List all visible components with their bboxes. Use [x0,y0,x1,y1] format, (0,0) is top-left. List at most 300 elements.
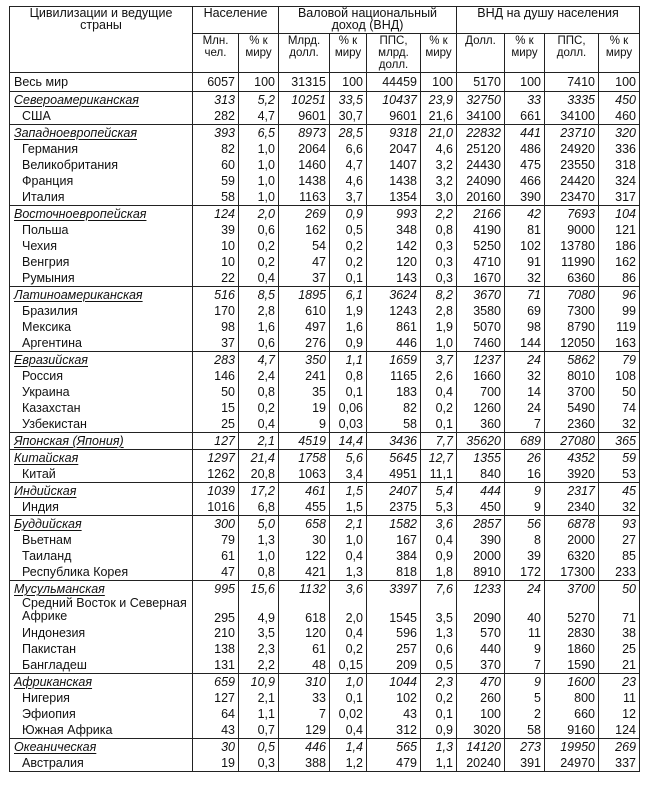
subheader-pct-world: % к миру [421,34,457,73]
table-cell: 1438 [367,173,421,189]
table-cell: 1,6 [239,319,279,335]
table-cell: 34100 [545,108,599,125]
table-cell: 0,2 [330,254,367,270]
table-cell: 2857 [457,516,505,533]
table-cell: 96 [599,287,640,304]
table-cell: 3,7 [330,189,367,206]
table-cell: 800 [545,690,599,706]
row-label: Буддийская [10,516,193,533]
table-cell: 120 [279,625,330,641]
table-cell: 35620 [457,433,505,450]
table-cell: 144 [505,335,545,352]
row-label: Латиноамериканская [10,287,193,304]
table-cell: 120 [367,254,421,270]
country-row [10,335,640,352]
table-cell: 1660 [457,368,505,384]
table-cell: 98 [505,319,545,335]
table-cell: 28,5 [330,125,367,142]
table-cell: 2,4 [239,368,279,384]
table-cell: 0,9 [421,722,457,739]
table-cell: 233 [599,564,640,581]
country-row [10,416,640,433]
table-cell: 450 [599,92,640,109]
table-body [10,73,640,772]
table-cell: 24 [505,352,545,369]
civilization-row [10,483,640,500]
table-cell: 5,0 [239,516,279,533]
table-cell: 1063 [279,466,330,483]
row-label: Италия [10,189,193,206]
table-cell: 660 [545,706,599,722]
table-cell: 50 [599,384,640,400]
row-label: Вьетнам [10,532,193,548]
row-label: Индонезия [10,625,193,641]
table-cell: 995 [193,581,239,598]
subheader-usd: Долл. [457,34,505,73]
table-cell: 74 [599,400,640,416]
table-cell: 1,3 [330,564,367,581]
subheader-mln-people: Млн. чел. [193,34,239,73]
table-cell: 47 [279,254,330,270]
table-cell: 23710 [545,125,599,142]
table-cell: 3580 [457,303,505,319]
table-cell: 2090 [457,597,505,625]
table-cell: 163 [599,335,640,352]
table-cell: 6057 [193,73,239,92]
table-cell: 21,0 [421,125,457,142]
table-cell: 1,1 [421,755,457,772]
table-cell: 60 [193,157,239,173]
table-cell: 102 [367,690,421,706]
table-cell: 1163 [279,189,330,206]
table-cell: 8973 [279,125,330,142]
world-row [10,73,640,92]
table-cell: 27 [599,532,640,548]
row-label: Польша [10,222,193,238]
table-cell: 2407 [367,483,421,500]
row-label: США [10,108,193,125]
table-cell: 6360 [545,270,599,287]
table-cell: 100 [330,73,367,92]
civilization-row [10,92,640,109]
table-cell: 0,06 [330,400,367,416]
table-cell: 618 [279,597,330,625]
row-label: Североамериканская [10,92,193,109]
country-row [10,625,640,641]
table-cell: 26 [505,450,545,467]
table-cell: 1044 [367,674,421,691]
header-gni-per-capita: ВНД на душу населения [457,7,640,34]
table-cell: 21 [599,657,640,674]
table-cell: 324 [599,173,640,189]
table-cell: 25 [599,641,640,657]
table-cell: 2340 [545,499,599,516]
table-cell: 19 [193,755,239,772]
table-cell: 2,1 [330,516,367,533]
table-cell: 1,0 [239,141,279,157]
table-cell: 0,9 [330,206,367,223]
table-cell: 283 [193,352,239,369]
table-cell: 444 [457,483,505,500]
table-cell: 24420 [545,173,599,189]
table-cell: 17,2 [239,483,279,500]
table-cell: 565 [367,739,421,756]
table-cell: 1,8 [421,564,457,581]
table-cell: 1233 [457,581,505,598]
table-cell: 9 [505,499,545,516]
table-cell: 3,7 [421,352,457,369]
table-cell: 5,3 [421,499,457,516]
table-cell: 659 [193,674,239,691]
table-cell: 8790 [545,319,599,335]
table-cell: 273 [505,739,545,756]
row-label: Китайская [10,450,193,467]
table-cell: 0,5 [239,739,279,756]
table-cell: 16 [505,466,545,483]
table-header [10,7,640,73]
table-cell: 3,4 [330,466,367,483]
table-cell: 61 [279,641,330,657]
table-cell: 0,2 [330,641,367,657]
table-cell: 0,8 [330,368,367,384]
table-cell: 516 [193,287,239,304]
table-cell: 23 [599,674,640,691]
table-cell: 0,3 [421,270,457,287]
table-cell: 64 [193,706,239,722]
table-cell: 2000 [545,532,599,548]
table-cell: 1,3 [421,625,457,641]
table-cell: 390 [457,532,505,548]
table-cell: 2047 [367,141,421,157]
table-cell: 0,1 [421,706,457,722]
row-label: Мексика [10,319,193,335]
table-cell: 1,3 [239,532,279,548]
table-cell: 2,1 [239,433,279,450]
subheader-ppp-bln-usd: ППС, млрд. долл. [367,34,421,73]
table-cell: 24970 [545,755,599,772]
table-cell: 71 [599,597,640,625]
table-cell: 0,4 [421,384,457,400]
table-cell: 12,7 [421,450,457,467]
table-cell: 0,2 [421,690,457,706]
table-cell: 5270 [545,597,599,625]
table-cell: 661 [505,108,545,125]
table-cell: 33 [279,690,330,706]
table-cell: 40 [505,597,545,625]
table-cell: 37 [193,335,239,352]
table-cell: 1354 [367,189,421,206]
table-cell: 59 [599,450,640,467]
table-cell: 2166 [457,206,505,223]
table-cell: 32750 [457,92,505,109]
table-cell: 2,2 [421,206,457,223]
table-cell: 32 [599,416,640,433]
table-cell: 1,0 [239,548,279,564]
table-cell: 241 [279,368,330,384]
table-cell: 0,4 [239,270,279,287]
table-cell: 9 [505,483,545,500]
table-cell: 388 [279,755,330,772]
table-cell: 1460 [279,157,330,173]
country-row [10,189,640,206]
table-cell: 3020 [457,722,505,739]
table-cell: 391 [505,755,545,772]
country-row [10,722,640,739]
table-cell: 39 [193,222,239,238]
table-cell: 1758 [279,450,330,467]
table-cell: 0,2 [239,238,279,254]
table-cell: 53 [599,466,640,483]
row-label: Бразилия [10,303,193,319]
table-cell: 818 [367,564,421,581]
table-cell: 4190 [457,222,505,238]
table-cell: 336 [599,141,640,157]
table-cell: 1600 [545,674,599,691]
table-cell: 119 [599,319,640,335]
table-cell: 7 [505,657,545,674]
table-cell: 31315 [279,73,330,92]
table-cell: 0,8 [421,222,457,238]
table-cell: 209 [367,657,421,674]
row-label: Весь мир [10,73,193,92]
table-cell: 1,1 [330,352,367,369]
table-cell: 1,0 [330,532,367,548]
table-cell: 1,2 [330,755,367,772]
table-cell: 1132 [279,581,330,598]
table-cell: 7410 [545,73,599,92]
table-cell: 2 [505,706,545,722]
civilization-row [10,516,640,533]
table-cell: 8010 [545,368,599,384]
header-gni: Валовой национальный доход (ВНД) [279,7,457,34]
table-cell: 10 [193,254,239,270]
table-cell: 42 [505,206,545,223]
table-cell: 23550 [545,157,599,173]
table-cell: 1545 [367,597,421,625]
table-cell: 2,0 [330,597,367,625]
row-label: Пакистан [10,641,193,657]
table-cell: 3670 [457,287,505,304]
table-cell: 43 [193,722,239,739]
table-cell: 486 [505,141,545,157]
table-cell: 14,4 [330,433,367,450]
table-cell: 22832 [457,125,505,142]
table-cell: 50 [599,581,640,598]
table-cell: 1016 [193,499,239,516]
table-cell: 172 [505,564,545,581]
table-cell: 4,7 [239,352,279,369]
subheader-pct-world: % к миру [330,34,367,73]
table-cell: 0,2 [421,400,457,416]
country-row [10,657,640,674]
table-cell: 470 [457,674,505,691]
table-cell: 440 [457,641,505,657]
country-row [10,499,640,516]
row-label: Узбекистан [10,416,193,433]
table-cell: 3335 [545,92,599,109]
table-cell: 337 [599,755,640,772]
table-cell: 1,0 [239,189,279,206]
table-cell: 138 [193,641,239,657]
table-cell: 1,6 [330,319,367,335]
row-label: Украина [10,384,193,400]
table-cell: 61 [193,548,239,564]
civilizations-table [9,6,640,772]
table-cell: 5,4 [421,483,457,500]
table-cell: 162 [599,254,640,270]
table-cell: 9601 [367,108,421,125]
table-cell: 11,1 [421,466,457,483]
row-label: Республика Корея [10,564,193,581]
table-cell: 30,7 [330,108,367,125]
table-cell: 441 [505,125,545,142]
table-cell: 6320 [545,548,599,564]
subheader-bln-usd: Млрд. долл. [279,34,330,73]
table-cell: 7300 [545,303,599,319]
table-cell: 121 [599,222,640,238]
table-cell: 22 [193,270,239,287]
table-cell: 1,9 [330,303,367,319]
row-label: Нигерия [10,690,193,706]
table-cell: 2,0 [239,206,279,223]
table-cell: 276 [279,335,330,352]
table-cell: 124 [193,206,239,223]
row-label: Средний Восток и Северная Африке [10,597,193,625]
table-cell: 9160 [545,722,599,739]
table-cell: 0,4 [421,532,457,548]
row-label: Японская (Япония) [10,433,193,450]
row-label: Евразийская [10,352,193,369]
table-cell: 17300 [545,564,599,581]
table-cell: 1407 [367,157,421,173]
table-cell: 124 [599,722,640,739]
table-cell: 6,5 [239,125,279,142]
table-cell: 23470 [545,189,599,206]
table-cell: 129 [279,722,330,739]
table-cell: 1039 [193,483,239,500]
table-cell: 700 [457,384,505,400]
table-cell: 0,6 [421,641,457,657]
table-cell: 0,02 [330,706,367,722]
country-row [10,755,640,772]
table-cell: 6,1 [330,287,367,304]
table-cell: 13780 [545,238,599,254]
table-cell: 27080 [545,433,599,450]
table-cell: 4951 [367,466,421,483]
table-cell: 310 [279,674,330,691]
country-row [10,108,640,125]
table-cell: 2,1 [239,690,279,706]
table-cell: 20240 [457,755,505,772]
table-cell: 313 [193,92,239,109]
civilization-row [10,450,640,467]
table-cell: 104 [599,206,640,223]
table-cell: 475 [505,157,545,173]
table-cell: 596 [367,625,421,641]
table-cell: 35 [279,384,330,400]
table-cell: 1165 [367,368,421,384]
country-row [10,270,640,287]
table-cell: 10251 [279,92,330,109]
table-cell: 1,5 [330,499,367,516]
country-row [10,384,640,400]
table-cell: 81 [505,222,545,238]
table-cell: 20160 [457,189,505,206]
table-cell: 7 [279,706,330,722]
table-cell: 7460 [457,335,505,352]
table-cell: 365 [599,433,640,450]
row-label: Океаническая [10,739,193,756]
table-cell: 6,6 [330,141,367,157]
table-cell: 0,4 [330,722,367,739]
table-cell: 10,9 [239,674,279,691]
table-cell: 25120 [457,141,505,157]
row-label: Таиланд [10,548,193,564]
table-cell: 0,5 [421,657,457,674]
table-cell: 3,5 [421,597,457,625]
table-cell: 460 [599,108,640,125]
table-cell: 122 [279,548,330,564]
table-cell: 8910 [457,564,505,581]
table-cell: 0,8 [239,564,279,581]
country-row [10,597,640,625]
table-cell: 58 [367,416,421,433]
row-label: Китай [10,466,193,483]
table-cell: 0,4 [330,625,367,641]
table-cell: 7693 [545,206,599,223]
table-cell: 0,1 [330,270,367,287]
table-cell: 6,8 [239,499,279,516]
table-cell: 127 [193,433,239,450]
table-cell: 100 [239,73,279,92]
table-cell: 3,2 [421,173,457,189]
table-cell: 82 [193,141,239,157]
table-cell: 317 [599,189,640,206]
table-cell: 56 [505,516,545,533]
table-cell: 167 [367,532,421,548]
table-cell: 7 [505,416,545,433]
table-cell: 9 [279,416,330,433]
table-cell: 455 [279,499,330,516]
table-cell: 25 [193,416,239,433]
table-cell: 146 [193,368,239,384]
table-cell: 183 [367,384,421,400]
table-cell: 1260 [457,400,505,416]
table-cell: 142 [367,238,421,254]
country-row [10,564,640,581]
table-cell: 360 [457,416,505,433]
table-cell: 86 [599,270,640,287]
table-cell: 3700 [545,384,599,400]
table-cell: 1895 [279,287,330,304]
country-row [10,641,640,657]
table-cell: 300 [193,516,239,533]
table-cell: 0,8 [239,384,279,400]
civilization-row [10,206,640,223]
table-cell: 3,6 [330,581,367,598]
table-cell: 4,7 [330,157,367,173]
table-cell: 79 [193,532,239,548]
table-cell: 15,6 [239,581,279,598]
country-row [10,466,640,483]
table-cell: 2360 [545,416,599,433]
table-cell: 24 [505,581,545,598]
table-cell: 1297 [193,450,239,467]
row-label: Великобритания [10,157,193,173]
table-cell: 0,5 [330,222,367,238]
table-cell: 11 [505,625,545,641]
table-cell: 11990 [545,254,599,270]
